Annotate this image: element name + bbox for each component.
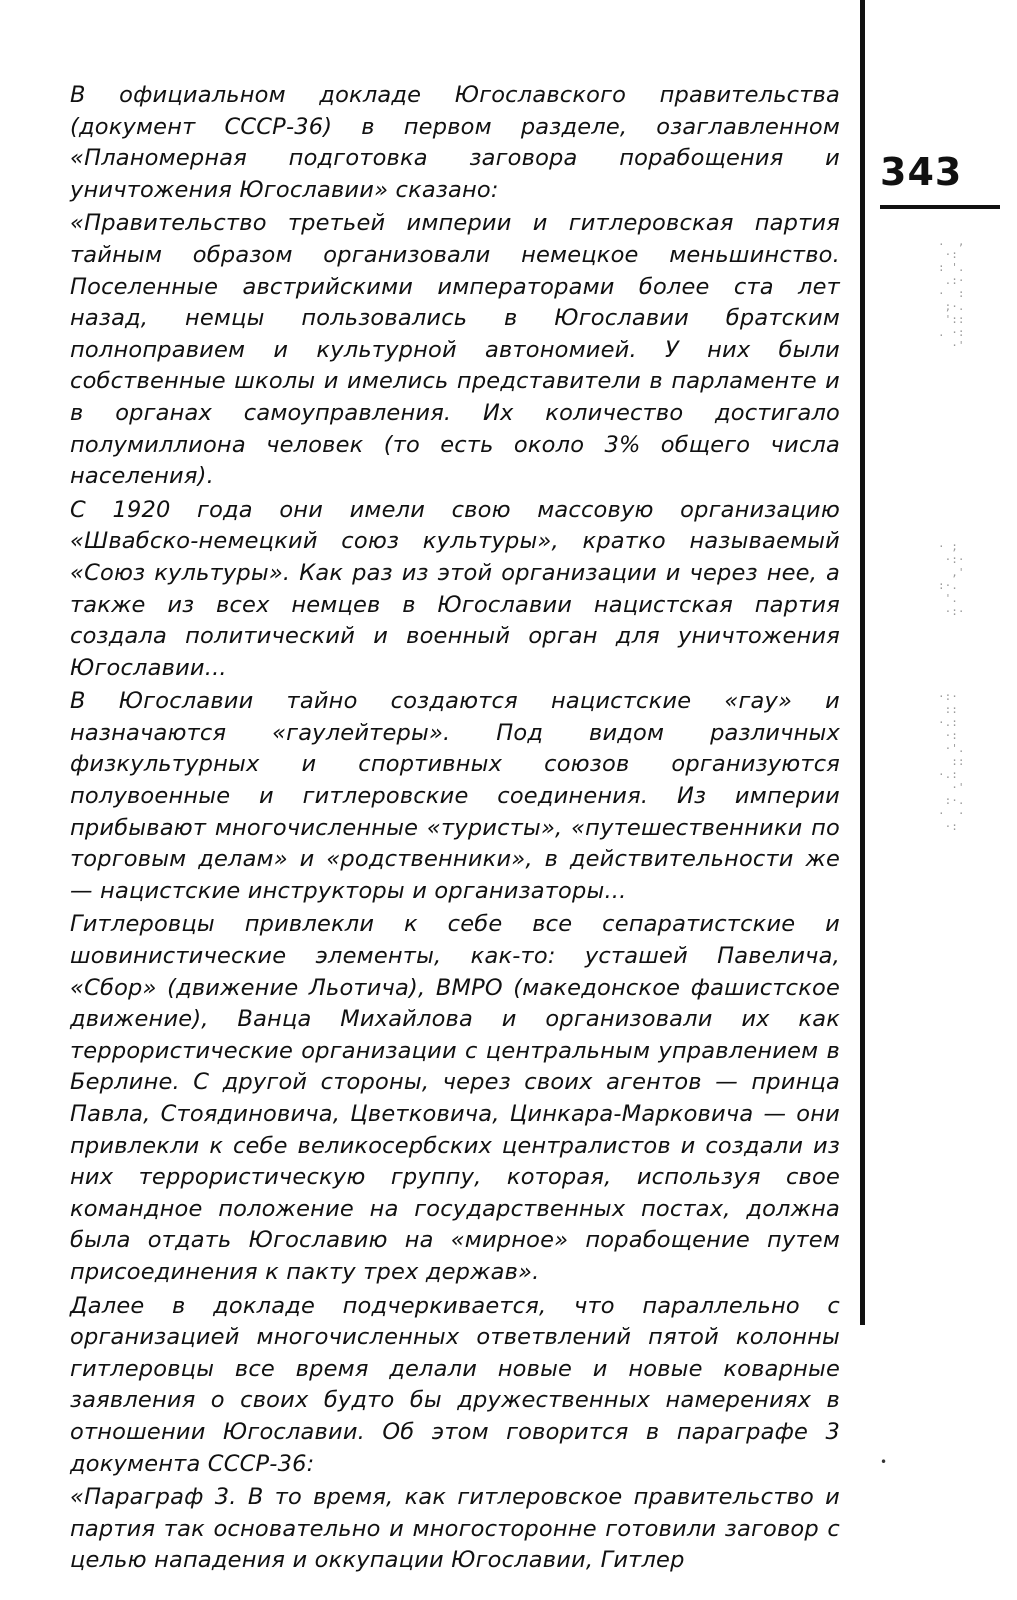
margin-rule [860, 0, 865, 1325]
paragraph: Далее в докладе подчеркивается, что параллельно с организацией многочисленных ответвлений пятой колонны гитлеровцы все время делали новые и новые коварные заявления о своих будто бы дружественных намерениях в отношении Югославии. Об этом говорится в параграфе 3 документа СССР-36: [70, 1292, 840, 1477]
body-text [70, 80, 840, 1579]
paragraph: В официальном докладе Югославского правительства (документ СССР-36) в первом разделе, озаглавленном «Планомерная подготовка заговора порабощения и уничтожения Югославии» сказано: [70, 82, 840, 203]
paragraph: «Параграф 3. В то время, как гитлеровское правительство и партия так основательно и многосторонне готовили заговор с целью нападения и оккупации Югославии, Гитлер [70, 1484, 840, 1574]
paragraph: С 1920 года они имели свою массовую организацию «Швабско-немецкий союз культуры», кратко называемый «Союз культуры». Как раз из этой организации и через нее, а также из всех немцев в Югославии нацистская партия создала политический и военный орган для уничтожения Югославии... [70, 496, 840, 681]
paragraph: В Югославии тайно создаются нацистские «гау» и назначаются «гаулейтеры». Под видом различных физкультурных и спортивных союзов организуются полувоенные и гитлеровские соединения. Из империи прибывают многочисленные «туристы», «путешественники по торговым делам» и «родственники», в действительности же — нацистские инструкторы и организаторы... [70, 688, 840, 904]
paragraph: «Правительство третьей империи и гитлеровская партия тайным образом организовали немецкое меньшинство. Поселенные австрийскими императорами более ста лет назад, немцы пользовались в Югославии братским полноправием и культурной автономией. У них были собственные школы и имелись представители в парламенте и в органах самоуправления. Их количество достигало полумиллиона человек (то есть около 3% общего числа населения). [70, 210, 840, 490]
scan-artifact: • [880, 1455, 888, 1469]
page-number-rule [880, 205, 1000, 209]
paragraph: Гитлеровцы привлекли к себе все сепаратистские и шовинистические элементы, как-то: усташей Павелича, «Сбор» (движение Льотича), ВМРО (македонское фашистское движение), Ванца Михайлова и организовали их как террористические организации с центральным управлением в Берлине. С другой стороны, через своих агентов — принца Павла, Стоядиновича, Цветковича, Цинкара-Марковича — они привлекли к себе великосербских централистов и создали из них террористическую группу, которая, используя свое командное положение на государственных постах, должна была отдать Югославию на «мирное» порабощение путем присоединения к пакту трех держав». [70, 911, 840, 1285]
scan-artifact: · ; ·:· ,' :·. '. ·:· [938, 540, 965, 618]
page-number: 343 [880, 150, 963, 194]
scan-artifact: . , ·: : '. .:· · : ;·. ':: . ·: ·' [938, 235, 965, 352]
scan-artifact: ·:· :: ·.: ·: ·'. :: ·.: ·' :·. · · ·: [938, 690, 965, 833]
